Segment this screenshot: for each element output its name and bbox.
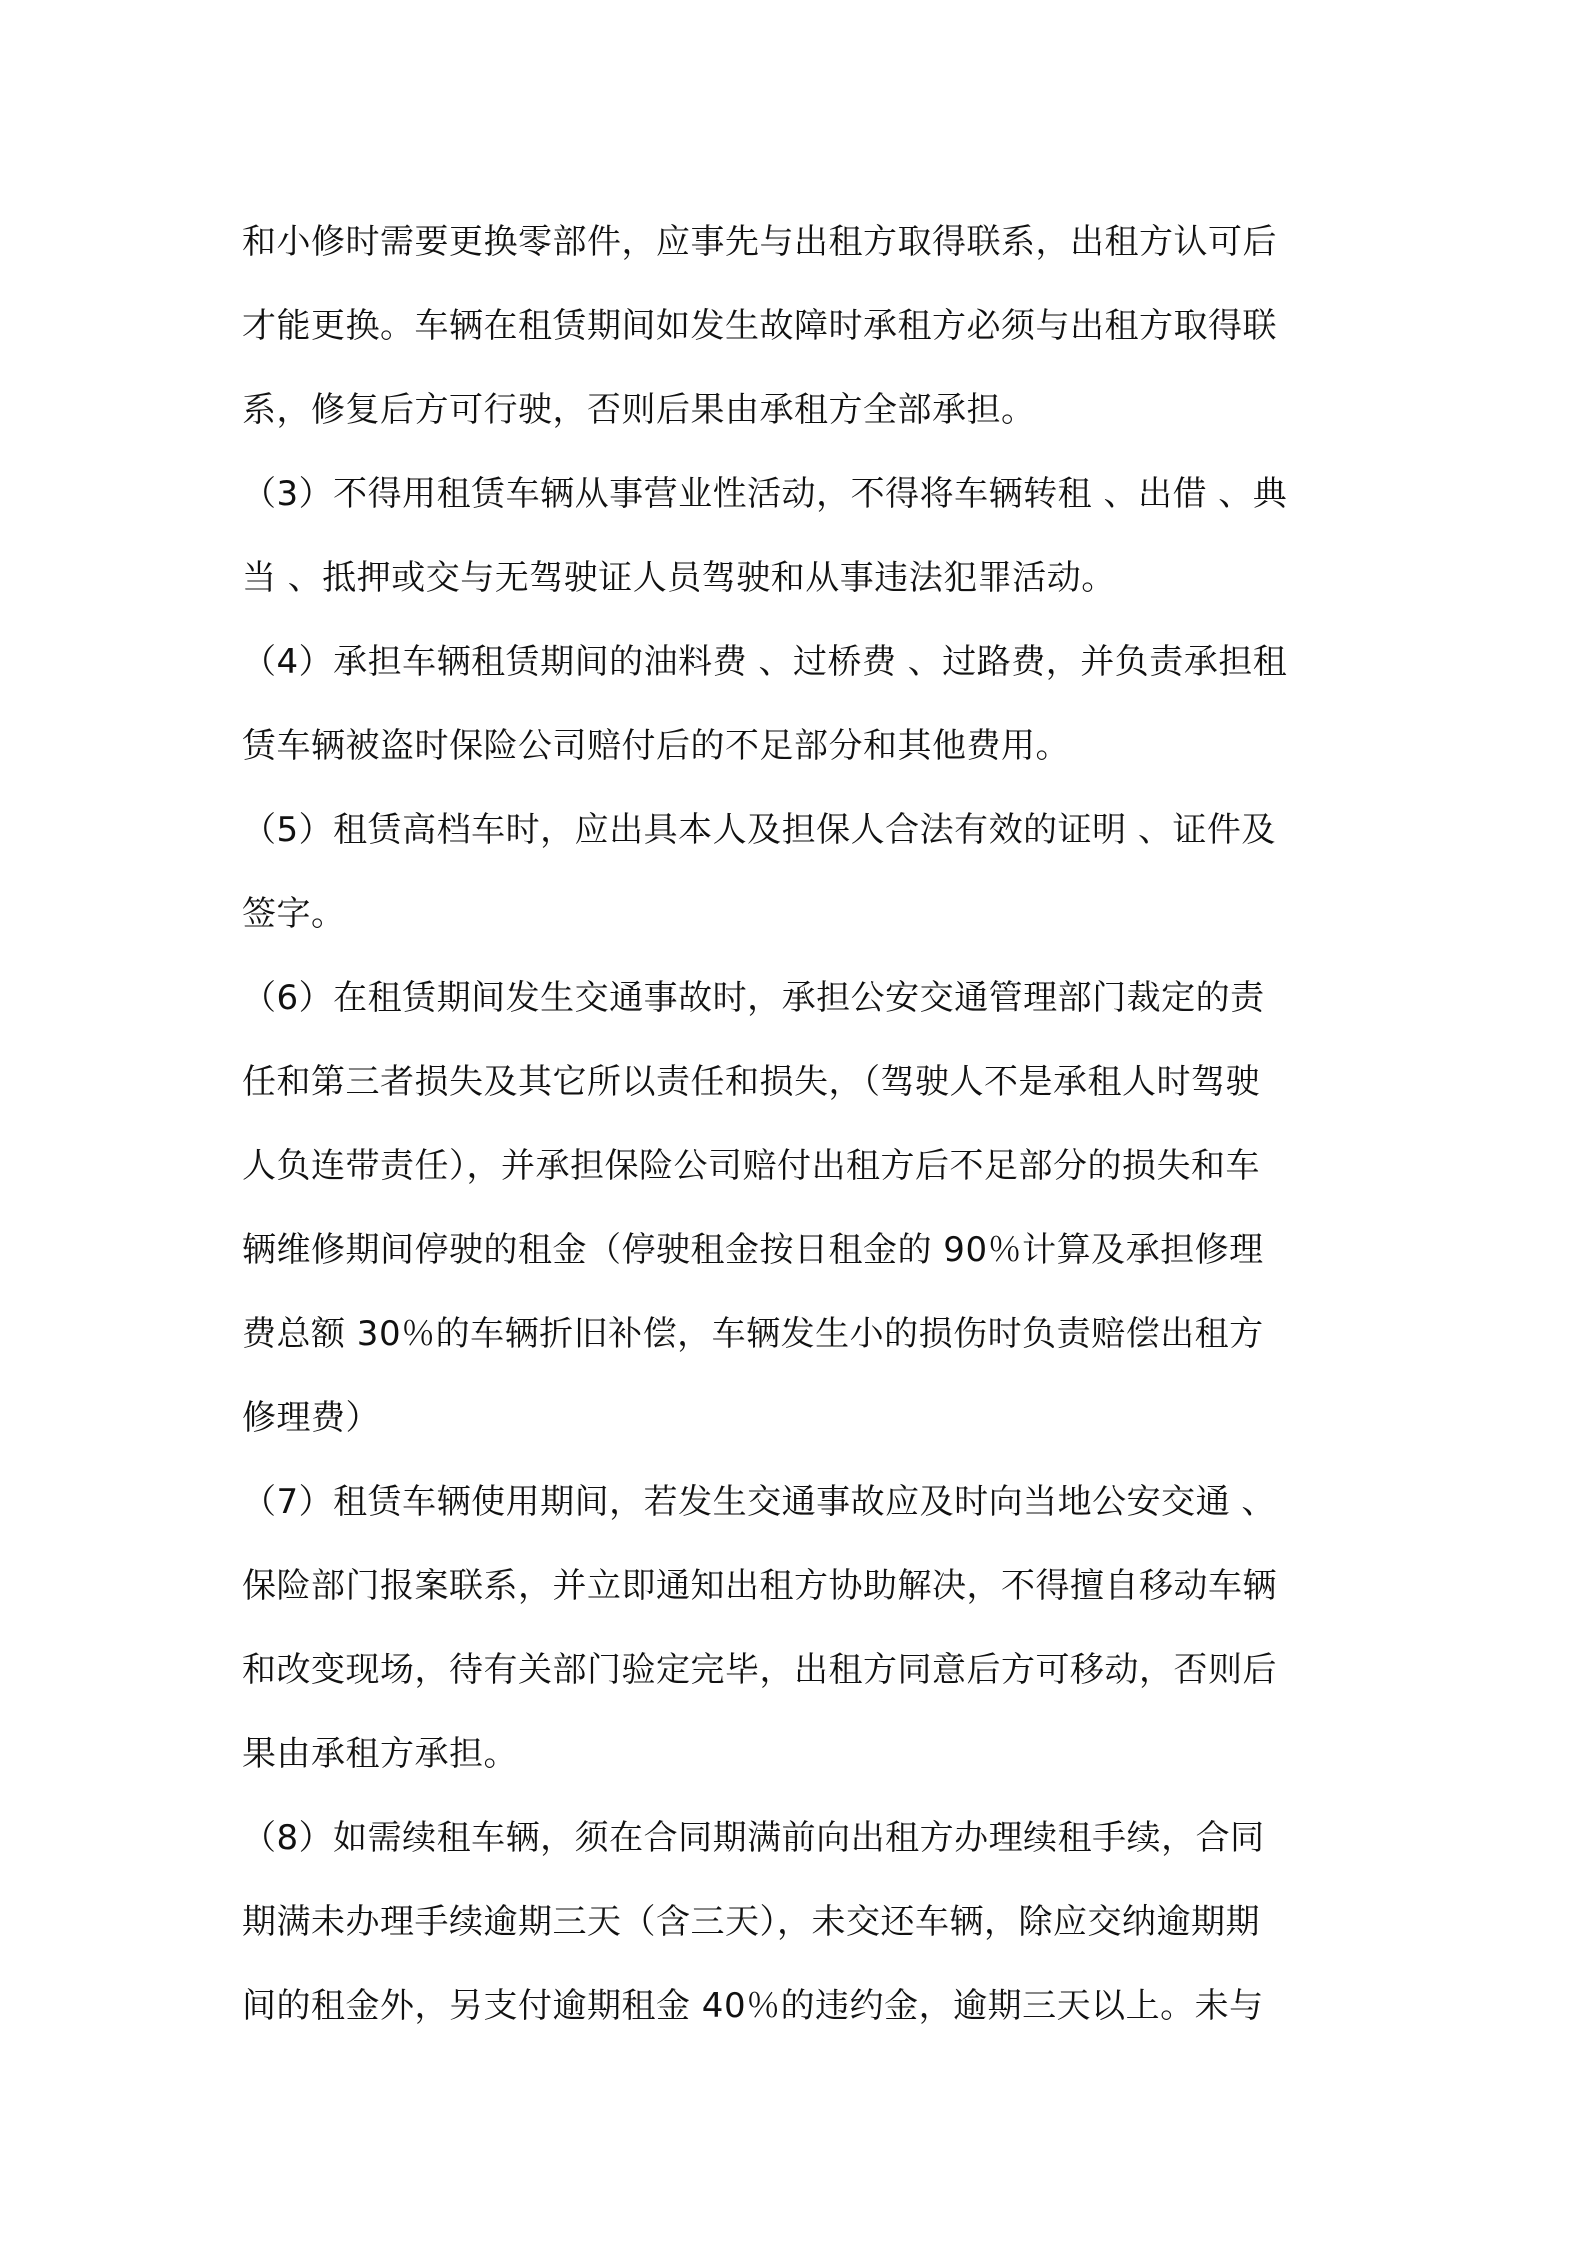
- clause-4-line: （4）承担车辆租赁期间的油料费 、过桥费 、过路费，并负责承担租: [242, 642, 1288, 682]
- text-line: 果由承租方承担。: [242, 1734, 518, 1774]
- text-line: 辆维修期间停驶的租金（停驶租金按日租金的 90％计算及承担修理: [242, 1230, 1264, 1270]
- text-line: 任和第三者损失及其它所以责任和损失，（驾驶人不是承租人时驾驶: [242, 1062, 1260, 1102]
- text-line: 期满未办理手续逾期三天（含三天），未交还车辆，除应交纳逾期期: [242, 1902, 1260, 1942]
- clause-5-line: （5）租赁高档车时，应出具本人及担保人合法有效的证明 、证件及: [242, 810, 1276, 850]
- text-line: 当 、抵押或交与无驾驶证人员驾驶和从事违法犯罪活动。: [242, 558, 1116, 598]
- text-line: 修理费）: [242, 1398, 380, 1438]
- text-line: 费总额 30％的车辆折旧补偿，车辆发生小的损伤时负责赔偿出租方: [242, 1314, 1264, 1354]
- clause-3-line: （3）不得用租赁车辆从事营业性活动，不得将车辆转租 、出借 、典: [242, 474, 1288, 514]
- text-line: 人负连带责任），并承担保险公司赔付出租方后不足部分的损失和车: [242, 1146, 1260, 1186]
- text-line: 和小修时需要更换零部件，应事先与出租方取得联系，出租方认可后: [242, 222, 1277, 262]
- text-line: 签字。: [242, 894, 346, 934]
- text-line: 间的租金外，另支付逾期租金 40％的违约金，逾期三天以上。未与: [242, 1986, 1264, 2026]
- text-line: 才能更换。车辆在租赁期间如发生故障时承租方必须与出租方取得联: [242, 306, 1277, 346]
- text-line: 赁车辆被盗时保险公司赔付后的不足部分和其他费用。: [242, 726, 1070, 766]
- text-line: 系，修复后方可行驶，否则后果由承租方全部承担。: [242, 390, 1036, 430]
- text-line: 和改变现场，待有关部门验定完毕，出租方同意后方可移动，否则后: [242, 1650, 1277, 1690]
- clause-6-line: （6）在租赁期间发生交通事故时，承担公安交通管理部门裁定的责: [242, 978, 1265, 1018]
- contract-text-block: [242, 200, 1362, 2048]
- clause-7-line: （7）租赁车辆使用期间，若发生交通事故应及时向当地公安交通 、: [242, 1482, 1276, 1522]
- text-line: 保险部门报案联系，并立即通知出租方协助解决，不得擅自移动车辆: [242, 1566, 1277, 1606]
- clause-8-line: （8）如需续租车辆，须在合同期满前向出租方办理续租手续，合同: [242, 1818, 1265, 1858]
